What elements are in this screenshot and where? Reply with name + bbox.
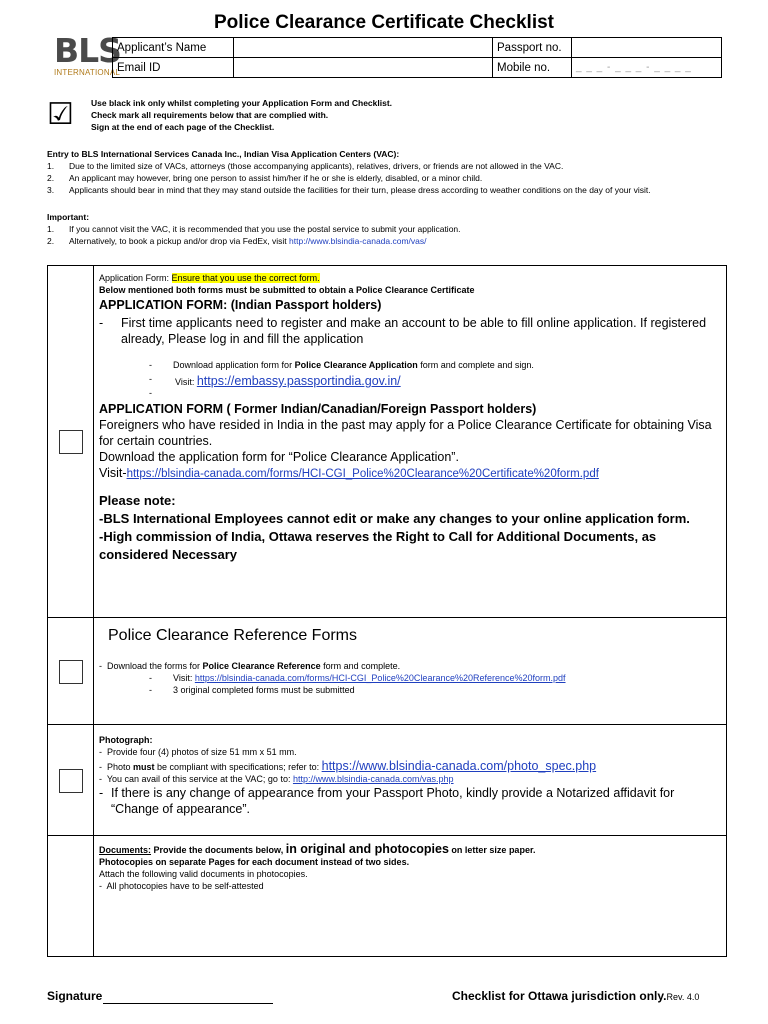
passport-label: Passport no. (493, 38, 572, 58)
list-item: 2. An applicant may however, bring one person to assist him/her if he or she is elderly, disabled, or a minor child. (47, 173, 483, 183)
passportindia-link[interactable]: https://embassy.passportindia.gov.in/ (196, 374, 401, 388)
note-line: -BLS International Employees cannot edit or make any changes to your online application form. (99, 511, 690, 526)
indian-text: - First time applicants need to register and make an account to be able to fill online application. If registered already, Please log in and fill the application (99, 316, 707, 346)
applicant-name-field[interactable] (234, 38, 493, 58)
highlight-note: Ensure that you use the correct form. (171, 273, 320, 283)
checkbox-reference-forms[interactable] (59, 660, 83, 684)
former-download: Download the application form for “Police Clearance Application”. (99, 450, 459, 464)
note-heading: Please note: (99, 493, 176, 508)
row-divider (47, 617, 727, 618)
indian-heading: APPLICATION FORM: (Indian Passport holders) (99, 298, 382, 312)
important-heading: Important: (47, 212, 90, 222)
row-divider (47, 835, 727, 836)
list-item: 3. Applicants should bear in mind that they may stand outside the facilities for their turn, please dress according to weather conditions on the day of your visit. (47, 185, 651, 195)
bls-logo (54, 31, 121, 80)
section-reference-forms-heading: Police Clearance Reference Forms (108, 627, 357, 644)
fedex-link[interactable]: http://www.blsindia-canada.com/vas/ (289, 236, 427, 246)
pcc-form-link[interactable]: https://blsindia-canada.com/forms/HCI-CGI_Police%20Clearance%20Certificate%20form.pdf (126, 468, 599, 480)
page-title: Police Clearance Certificate Checklist (213, 12, 555, 33)
section-documents: Documents: Provide the documents below, in original and photocopies on letter size paper. Photocopies on separate Pages for each document instead of two sides. Attach the following valid documents in photocopies. - All photocopies have to be self-attested (99, 842, 536, 891)
checkbox-photograph[interactable] (59, 769, 83, 793)
passport-field[interactable] (572, 38, 722, 58)
checkmark-icon: ☑ (47, 98, 74, 131)
mobile-label: Mobile no. (493, 58, 572, 78)
logo-text: BLS (54, 31, 121, 70)
visit-line: - Visit: https://embassy.passportindia.gov.in/ (149, 374, 401, 388)
list-item: 2. Alternatively, to book a pickup and/or drop via FedEx, visit http://www.blsindia-canada.com/vas/ (47, 236, 427, 246)
list-item: 1. If you cannot visit the VAC, it is recommended that you use the postal service to submit your application. (47, 224, 461, 234)
checkbox-application-form[interactable] (59, 430, 83, 454)
row-divider (47, 724, 727, 725)
entry-block (47, 148, 747, 196)
section-label: Application Form: (99, 273, 172, 283)
photo-heading: Photograph: (99, 735, 153, 745)
section-photograph: Photograph: - Provide four (4) photos of size 51 mm x 51 mm. - Photo must be compliant with specifications; refer to: https://www.blsindia-canada.com/photo_spec.php - You can avail of this service at the VAC; go to: http://www.blsindia-canada.com/vas.php - If there is any change of appearance from your Passport Photo, kindly provide a Notarized affidavit for “Change of appearance”. (99, 734, 721, 817)
instruction-line: Use black ink only whilst completing your Application Form and Checklist. (91, 98, 393, 108)
signature-line[interactable] (103, 989, 273, 1004)
applicant-name-label: Applicant’s Name (113, 38, 234, 58)
instruction-line: Check mark all requirements below that are complied with. (91, 110, 329, 120)
mobile-field[interactable]: _ _ _ - _ _ _ - _ _ _ _ (572, 58, 722, 78)
revision: Rev. 4.0 (666, 992, 700, 1002)
reference-form-link[interactable]: https://blsindia-canada.com/forms/HCI-CGI_Police%20Clearance%20Reference%20form.pdf (194, 673, 566, 683)
signature-label: Signature (47, 989, 273, 1004)
section-application-form: Application Form: Ensure that you use the correct form. Below mentioned both forms must be submitted to obtain a Police Clearance Certificate APPLICATION FORM: (Indian Passport holders) - First time applicants need to register and make an account to be able to fill online application. If registered already, Please log in and fill the application - Download application form for Police Clearance Application form and complete and sign. - Visit: https://embassy.passportindia.gov.in/ - APPLICATION FORM ( Former Indian/Canadian/Foreign Passport holders) Foreigners who have resided in India in the past may apply for a Police Clearance Certificate for obtaining Visa for certain countries. Download the application form for “Police Clearance Application”. Visit-https://blsindia-canada.com/forms/HCI-CGI_Police%20Clearance%20Certificate%20form.pdf Please note: -BLS International Employees cannot edit or make any changes to your online application form. -High commission of India, Ottawa reserves the Right to Call for Additional Documents, as considered Necessary (99, 272, 721, 564)
applicant-info-table (112, 37, 722, 78)
note-line: -High commission of India, Ottawa reserves the Right to Call for Additional Documents, as considered Necessary (99, 529, 657, 562)
jurisdiction-note: Checklist for Ottawa jurisdiction only.Rev. 4.0 (452, 989, 700, 1003)
logo-subtext: INTERNATIONAL (54, 68, 121, 77)
checklist-divider (93, 265, 94, 956)
download-line: - Download application form for Police Clearance Application form and complete and sign. (149, 360, 534, 370)
both-forms-note: Below mentioned both forms must be submitted to obtain a Police Clearance Certificate (99, 285, 475, 295)
email-field[interactable] (234, 58, 493, 78)
important-block (47, 211, 747, 247)
former-heading: APPLICATION FORM ( Former Indian/Canadian/Foreign Passport holders) (99, 402, 537, 416)
email-label: Email ID (113, 58, 234, 78)
former-text: Foreigners who have resided in India in the past may apply for a Police Clearance Certificate for obtaining Visa for certain countries. (99, 418, 712, 448)
entry-heading: Entry to BLS International Services Canada Inc., Indian Visa Application Centers (VAC): (47, 149, 400, 159)
instructions-block (91, 97, 711, 133)
instruction-line: Sign at the end of each page of the Checklist. (91, 122, 275, 132)
photo-spec-link[interactable]: https://www.blsindia-canada.com/photo_spec.php (321, 759, 597, 773)
copies-note: 3 original completed forms must be submitted (173, 685, 355, 695)
empty-bullet: - (149, 388, 152, 398)
section-reference-forms: - Download the forms for Police Clearance Reference form and complete. - Visit: https://blsindia-canada.com/forms/HCI-CGI_Police%20Clearance%20Reference%20form.pdf - 3 original completed forms must be submitted (99, 661, 566, 695)
vas-link[interactable]: http://www.blsindia-canada.com/vas.php (292, 774, 454, 784)
list-item: 1. Due to the limited size of VACs, attorneys (those accompanying applicants), relatives, drivers, or friends are not allowed in the VAC. (47, 161, 564, 171)
